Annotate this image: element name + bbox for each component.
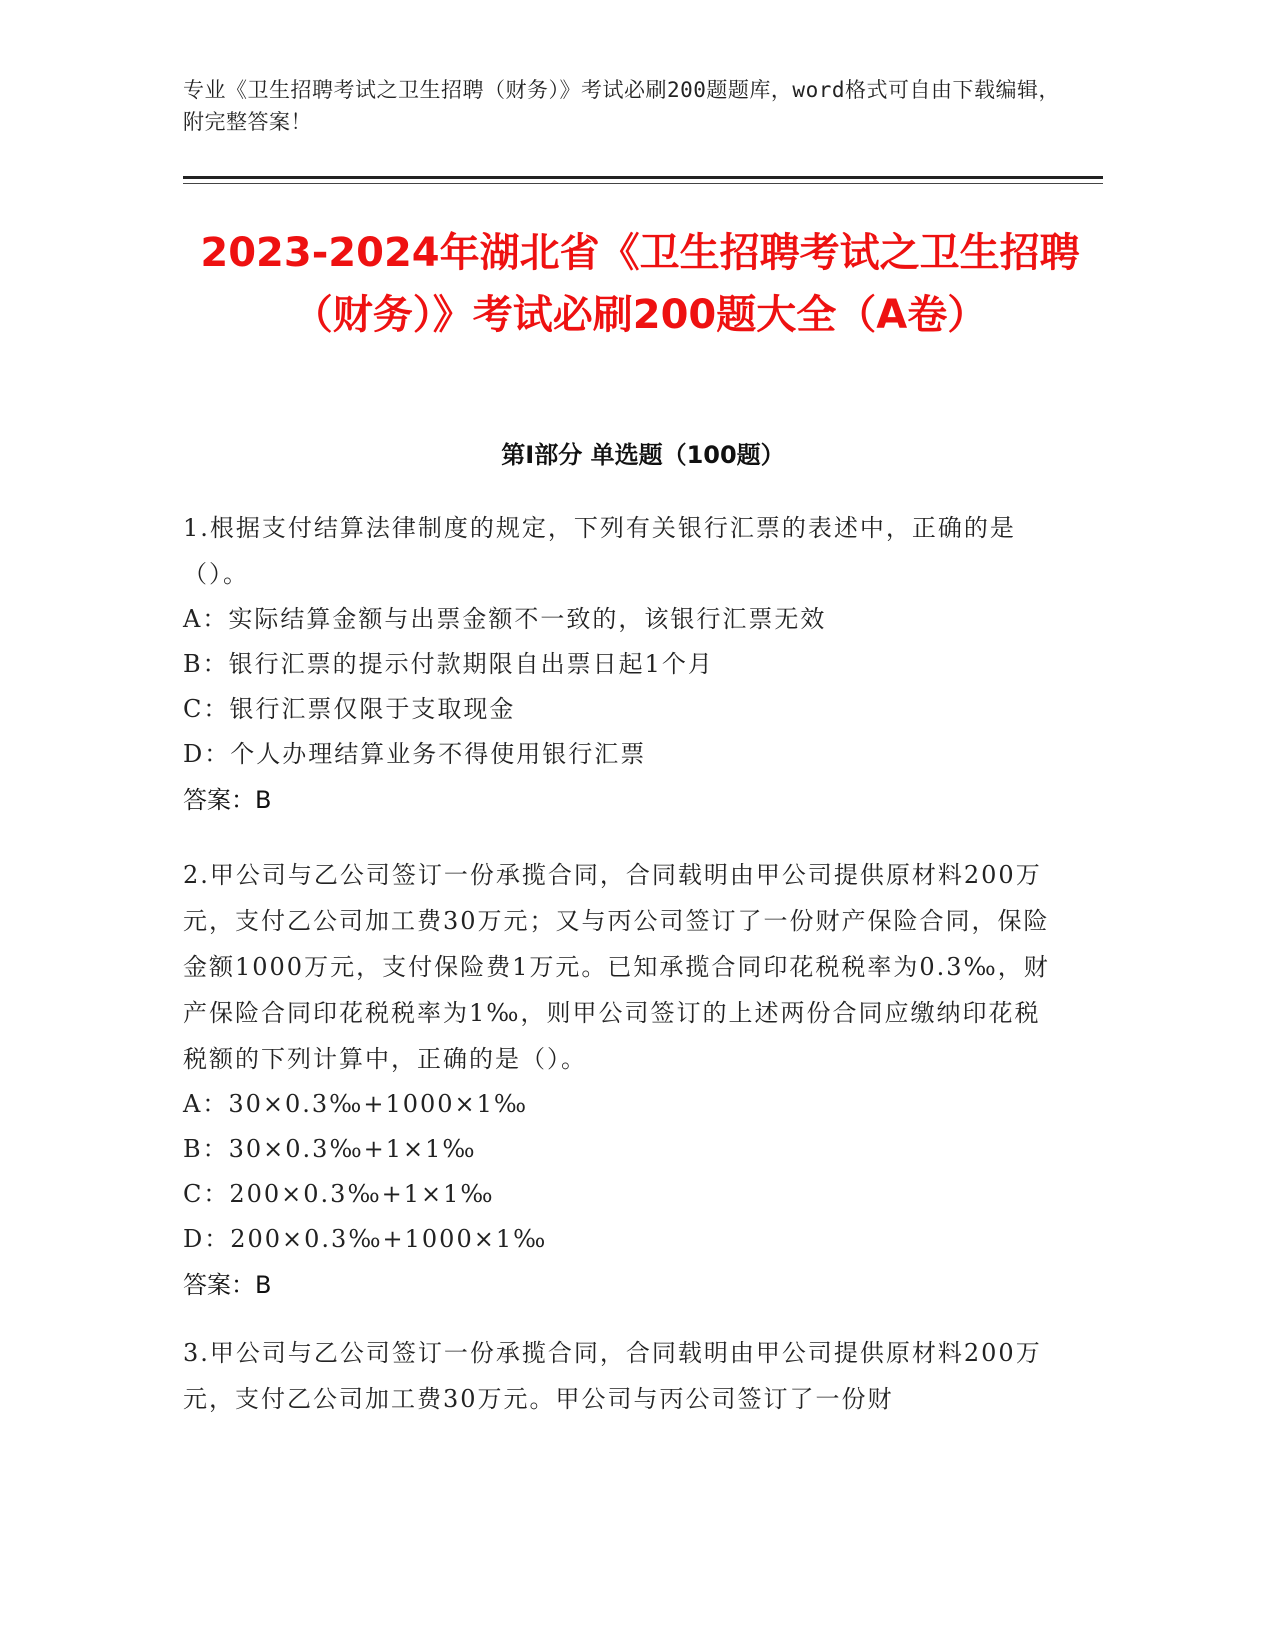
question-text: 1.根据支付结算法律制度的规定，下列有关银行汇票的表述中，正确的是（）。: [183, 514, 1016, 588]
option-a: A：30×0.3‰+1000×1‰: [183, 1090, 529, 1118]
header-divider: [183, 176, 1103, 179]
question-item: [183, 505, 1053, 823]
document-title: 2023-2024年湖北省《卫生招聘考试之卫生招聘（财务）》考试必刷200题大全（A卷）: [200, 230, 1080, 338]
header-note: 专业《卫生招聘考试之卫生招聘（财务）》考试必刷200题题库，word格式可自由下载编辑，附完整答案！: [183, 78, 1060, 134]
option-d: D：200×0.3‰+1000×1‰: [183, 1225, 548, 1253]
answer-label: 答案：B: [183, 786, 272, 814]
answer-label: 答案：B: [183, 1271, 272, 1299]
option-b: B：银行汇票的提示付款期限自出票日起1个月: [183, 650, 714, 678]
option-a: A：实际结算金额与出票金额不一致的，该银行汇票无效: [183, 605, 827, 633]
option-c: C：银行汇票仅限于支取现金: [183, 695, 516, 723]
option-c: C：200×0.3‰+1×1‰: [183, 1180, 495, 1208]
question-item: [183, 852, 1053, 1308]
question-text: 2.甲公司与乙公司签订一份承揽合同，合同载明由甲公司提供原材料200万元，支付乙公司加工费30万元；又与丙公司签订了一份财产保险合同，保险金额1000万元，支付保险费1万元。已知承揽合同印花税税率为0.3‰，财产保险合同印花税税率为1‰，则甲公司签订的上述两份合同应缴纳印花税税额的下列计算中，正确的是（）。: [183, 861, 1050, 1073]
question-item: [183, 1330, 1053, 1422]
header-divider-thin: [183, 183, 1103, 184]
question-text: 3.甲公司与乙公司签订一份承揽合同，合同载明由甲公司提供原材料200万元，支付乙公司加工费30万元。甲公司与丙公司签订了一份财: [183, 1339, 1042, 1413]
option-b: B：30×0.3‰+1×1‰: [183, 1135, 477, 1163]
section-title: 第I部分 单选题（100题）: [501, 441, 785, 469]
option-d: D：个人办理结算业务不得使用银行汇票: [183, 740, 647, 768]
